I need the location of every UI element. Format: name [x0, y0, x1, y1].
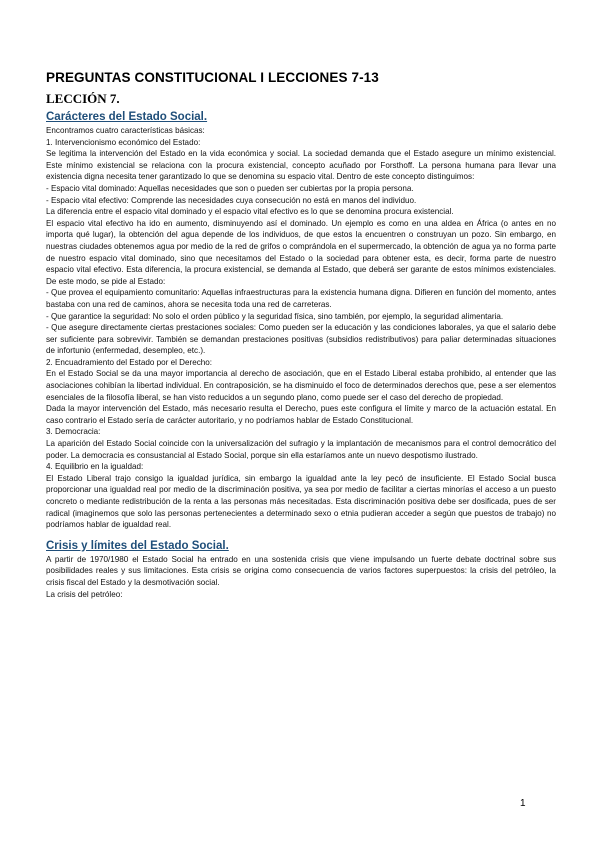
paragraph: - Que garantice la seguridad: No solo el orden público y la seguridad física, sino también, por ejemplo, la seguridad alimentaria.: [46, 311, 504, 321]
paragraph: - Que provea el equipamiento comunitario: Aquellas infraestructuras para la existencia humana digna. Difieren en función del momento, antes bastaba con una red de caminos, ahora se necesita toda una red de carreteras.: [46, 288, 556, 309]
paragraph: - Que asegure directamente ciertas prestaciones sociales: Como pueden ser la educación y las condiciones laborales, ya que el salario debe ser suficiente para sobrevivir. También se demandan prestaciones positivas (subsidios redistributivos) para paliar determinadas situaciones de infortunio (enfermedad, desempleo, etc.).: [46, 323, 556, 356]
paragraph: La diferencia entre el espacio vital dominado y el espacio vital efectivo es lo que se denomina procura existencial.: [46, 207, 454, 217]
page-number: 1: [520, 798, 526, 809]
section-heading-crisis: Crisis y límites del Estado Social.: [46, 539, 229, 552]
spacer: [46, 531, 556, 540]
paragraph: El espacio vital efectivo ha ido en aumento, disminuyendo así el dominado. Un ejemplo es como en una aldea en África (o antes en no importa qué lugar), la obtención del agua depende de los individuos, de que estos la encuentren o construyan un pozo. Sin embargo, en nuestras ciudades obtenemos agua por medio de la red de grifos o comprándola en el supermercado, la obtención de agua ya no forma parte de nuestro espacio vital dominado, sino que necesitamos del Estado o la sociedad para obtener esta, es decir, forma parte de nuestro espacio vital efectivo. Esta diferencia, la procura existencial, se demanda al Estado, que deberá ser garante de estos mínimos existenciales. De este modo, se pide al Estado:: [46, 218, 556, 286]
paragraph: Encontramos cuatro características básicas:: [46, 126, 205, 135]
paragraph: 2. Encuadramiento del Estado por el Derecho:: [46, 357, 213, 367]
section-heading-caracteres: Carácteres del Estado Social.: [46, 111, 208, 123]
paragraph: El Estado Liberal trajo consigo la igualdad jurídica, sin embargo la igualdad ante la ley pecó de insuficiente. El Estado Social busca proporcionar una igualdad real por medio de la discriminación positiva, ya sea por medio de facilitar a ciertas minorías el acceso a un puesto concreto o mediante redistribución de la renta a las personas más necesitadas. Esta discriminación positiva debe ser dosificada, pues de ser radical (imaginemos que solo las personas pertenecientes a determinado sexo o etnia pudieran acceder a según que puestos de trabajo) no podríamos hablar de igualdad real.: [46, 473, 556, 530]
page-content: [46, 70, 556, 600]
lesson-heading: LECCIÓN 7.: [46, 91, 120, 106]
paragraph: - Espacio vital efectivo: Comprende las necesidades cuya consecución no está en manos del individuo.: [46, 195, 417, 205]
paragraph: La crisis del petróleo:: [46, 589, 123, 599]
paragraph: En el Estado Social se da una mayor importancia al derecho de asociación, que en el Estado Liberal estaba prohibido, al entender que las asociaciones cohibían la libertad individual. En contraposición, se ha disminuido el foco de determinados derechos que, pese a ser elementos esenciales de la filosofía liberal, se han visto reducidos a un segundo plano, como puede ser el caso del derecho de propiedad.: [46, 369, 556, 402]
paragraph: 3. Democracia:: [46, 427, 101, 437]
paragraph: Dada la mayor intervención del Estado, más necesario resulta el Derecho, pues este configura el límite y marco de la actuación estatal. En caso contrario el Estado sería de carácter autoritario, y no podríamos hablar de Estado Constitucional.: [46, 404, 556, 425]
paragraph: 1. Intervencionismo económico del Estado:: [46, 137, 201, 147]
paragraph: Se legitima la intervención del Estado en la vida económica y social. La sociedad demanda que el Estado asegure un mínimo existencial. Este mínimo existencial se relaciona con la procura existencial, concepto acuñado por Forsthoff. La persona humana para llevar una existencia digna necesita tener garantizado lo que se denomina su espacio vital. Dentro de este concepto distinguimos:: [46, 149, 556, 182]
paragraph: La aparición del Estado Social coincide con la universalización del sufragio y la implantación de mecanismos para el control democrático del poder. La democracia es consustancial al Estado Social, porque sin ella estaríamos ante un nuevo despotismo ilustrado.: [46, 439, 556, 460]
document-title: PREGUNTAS CONSTITUCIONAL I LECCIONES 7-13: [46, 70, 379, 85]
paragraph: 4. Equilibrio en la igualdad:: [46, 462, 144, 472]
paragraph: - Espacio vital dominado: Aquellas necesidades que son o pueden ser cubiertas por la propia persona.: [46, 183, 414, 193]
paragraph: A partir de 1970/1980 el Estado Social ha entrado en una sostenida crisis que viene impulsando un fuerte debate doctrinal sobre sus posibilidades reales y sus limitaciones. Esta crisis se origina como consecuencia de varios factores superpuestos: la crisis del petróleo, la crisis fiscal del Estado y la desmotivación social.: [46, 554, 556, 587]
